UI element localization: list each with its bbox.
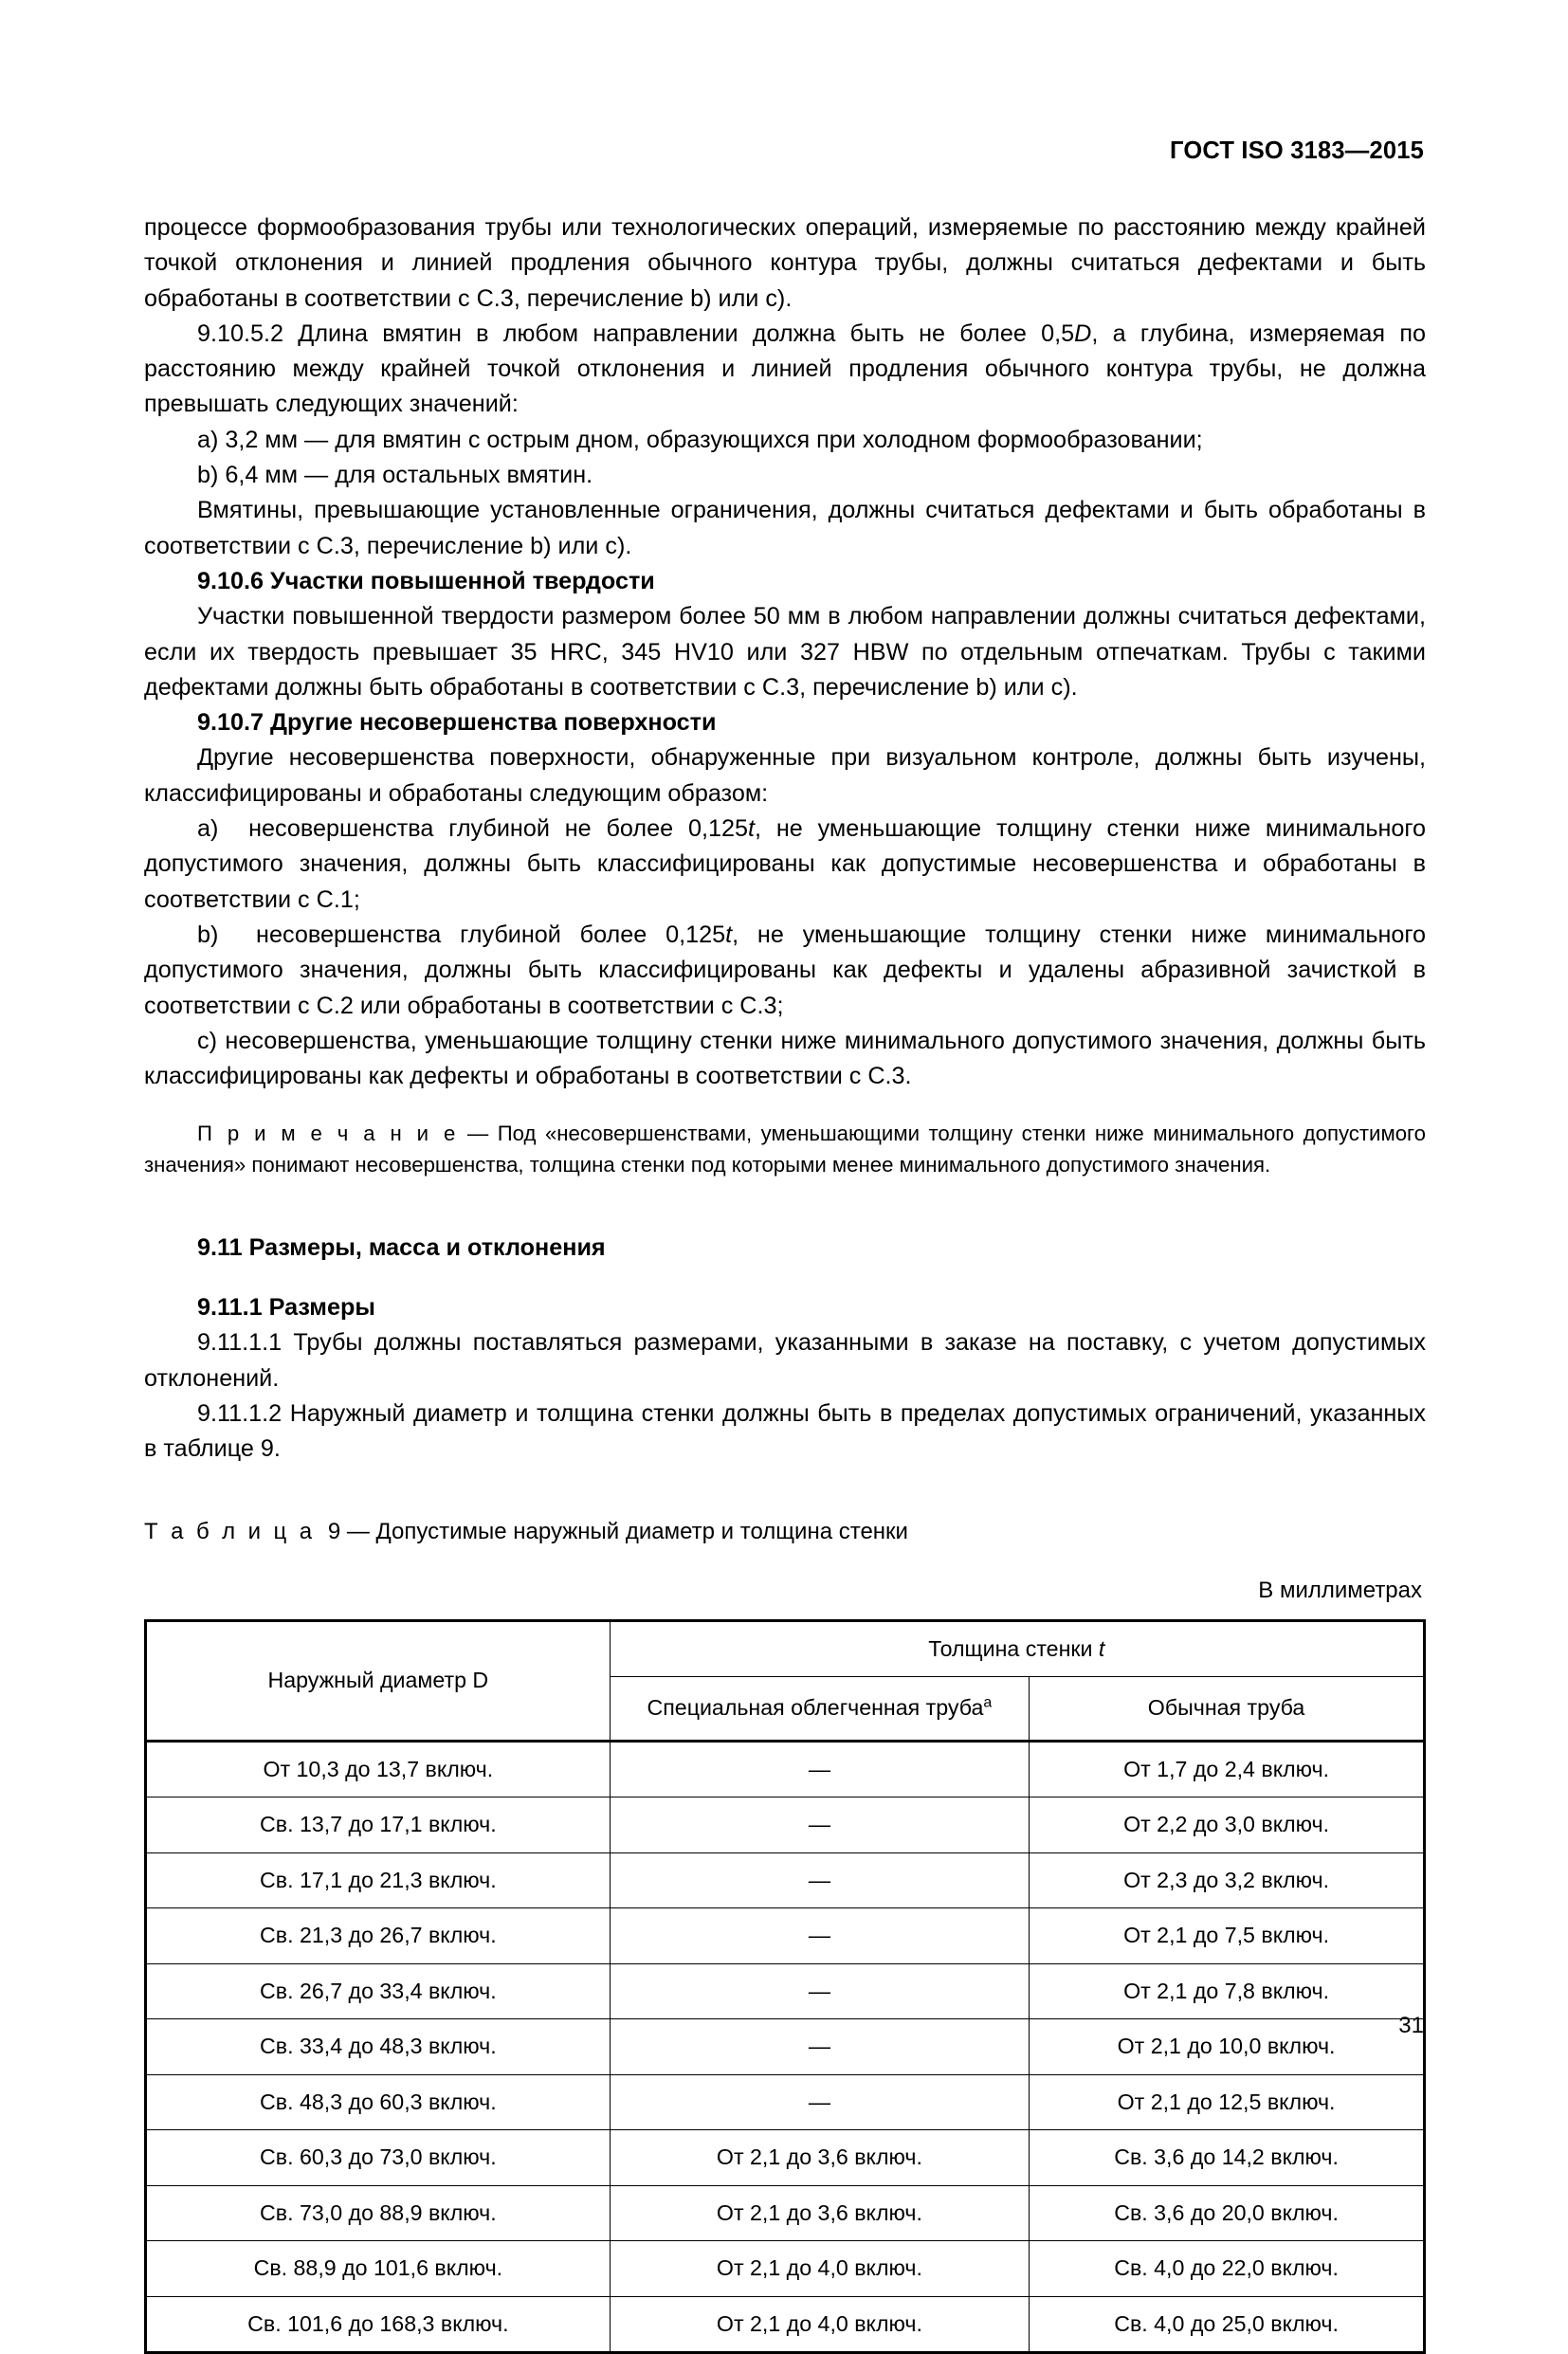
cell-regular-pipe: Св. 4,0 до 25,0 включ. bbox=[1030, 2296, 1425, 2353]
cell-special-light-pipe: От 2,1 до 3,6 включ. bbox=[610, 2130, 1029, 2186]
running-header-standard-ref: ГОСТ ISO 3183—2015 bbox=[1170, 137, 1424, 164]
cell-regular-pipe: Св. 4,0 до 22,0 включ. bbox=[1030, 2241, 1425, 2297]
cell-special-light-pipe: — bbox=[610, 1908, 1029, 1964]
cell-outer-diameter: Св. 21,3 до 26,7 включ. bbox=[146, 1908, 611, 1964]
cell-outer-diameter: Св. 101,6 до 168,3 включ. bbox=[146, 2296, 611, 2353]
clause-9-11-1-1: 9.11.1.1 Трубы должны поставляться размерами, указанными в заказе на поставку, с учетом допустимых отклонений. bbox=[144, 1329, 1426, 1392]
note-label: П р и м е ч а н и е bbox=[197, 1122, 459, 1146]
heading-9-11-1: 9.11.1 Размеры bbox=[197, 1293, 375, 1321]
heading-9-10-7: 9.10.7 Другие несовершенства поверхности bbox=[197, 709, 717, 737]
cell-special-light-pipe: — bbox=[610, 2074, 1029, 2130]
cell-outer-diameter: Св. 33,4 до 48,3 включ. bbox=[146, 2019, 611, 2075]
table-row bbox=[146, 2241, 1425, 2297]
table-body bbox=[146, 1741, 1425, 2353]
cell-regular-pipe: От 2,3 до 3,2 включ. bbox=[1030, 1852, 1425, 1908]
cell-outer-diameter: Св. 13,7 до 17,1 включ. bbox=[146, 1797, 611, 1853]
cell-regular-pipe: От 2,2 до 3,0 включ. bbox=[1030, 1797, 1425, 1853]
heading-9-11: 9.11 Размеры, масса и отклонения bbox=[197, 1233, 606, 1261]
paragraph-continued: процессе формообразования трубы или технологических операций, измеряемые по расстоянию между крайней точкой отклонения и линией продления обычного контура трубы, должны считаться дефектами и быть обработаны в соответствии с С.3, перечисление b) или c). bbox=[144, 214, 1426, 312]
page-number: 31 bbox=[1398, 2013, 1424, 2038]
cell-regular-pipe: От 1,7 до 2,4 включ. bbox=[1030, 1741, 1425, 1797]
list-item-a-9-10-7: a) несовершенства глубиной не более 0,125t, не уменьшающие толщину стенки ниже минимального допустимого значения, должны быть классифицированы как допустимые несовершенства и обработаны в соответствии с С.1; bbox=[144, 815, 1426, 913]
note-9-10-7 bbox=[144, 1119, 1426, 1180]
table-caption bbox=[144, 1516, 1426, 1548]
table-caption-label: Т а б л и ц а bbox=[144, 1519, 316, 1545]
cell-special-light-pipe: — bbox=[610, 1741, 1029, 1797]
body-text-column bbox=[144, 210, 1426, 2354]
clause-9-10-7-text: Другие несовершенства поверхности, обнаруженные при визуальном контроле, должны быть изучены, классифицированы и обработаны следующим образом: bbox=[144, 744, 1426, 807]
cell-special-light-pipe: От 2,1 до 4,0 включ. bbox=[610, 2241, 1029, 2297]
table-row bbox=[146, 1741, 1425, 1797]
cell-regular-pipe: От 2,1 до 7,5 включ. bbox=[1030, 1908, 1425, 1964]
list-item-b-9-10-7: b) несовершенства глубиной более 0,125t, не уменьшающие толщину стенки ниже минимального допустимого значения, должны быть классифицированы как дефекты и удалены абразивной зачисткой в соответствии с С.2 или обработаны в соответствии с С.3; bbox=[144, 921, 1426, 1019]
table-row bbox=[146, 2019, 1425, 2075]
cell-special-light-pipe: От 2,1 до 4,0 включ. bbox=[610, 2296, 1029, 2353]
table-row bbox=[146, 2185, 1425, 2241]
table-caption-title: — Допустимые наружный диаметр и толщина стенки bbox=[346, 1519, 908, 1545]
cell-special-light-pipe: От 2,1 до 3,6 включ. bbox=[610, 2185, 1029, 2241]
th-wall-thickness-group: Толщина стенки t bbox=[610, 1620, 1424, 1676]
table-row bbox=[146, 1797, 1425, 1853]
cell-special-light-pipe: — bbox=[610, 1797, 1029, 1853]
cell-outer-diameter: Св. 73,0 до 88,9 включ. bbox=[146, 2185, 611, 2241]
table-units-note: В миллиметрах bbox=[1258, 1578, 1422, 1604]
th-regular-pipe: Обычная труба bbox=[1030, 1676, 1425, 1741]
cell-outer-diameter: Св. 60,3 до 73,0 включ. bbox=[146, 2130, 611, 2186]
table-9-dimensions bbox=[144, 1619, 1426, 2354]
table-row bbox=[146, 1908, 1425, 1964]
cell-outer-diameter: Св. 26,7 до 33,4 включ. bbox=[146, 1963, 611, 2019]
table-row bbox=[146, 1852, 1425, 1908]
cell-outer-diameter: Св. 17,1 до 21,3 включ. bbox=[146, 1852, 611, 1908]
table-caption-number: 9 bbox=[327, 1519, 341, 1545]
clause-9-10-5-2: 9.10.5.2 Длина вмятин в любом направлении должна быть не более 0,5D, а глубина, измеряемая по расстоянию между крайней точкой отклонения и линией продления обычного контура трубы, не должна превышать следующих значений: bbox=[144, 319, 1426, 418]
table-row bbox=[146, 2074, 1425, 2130]
clause-9-10-6-text: Участки повышенной твердости размером более 50 мм в любом направлении должны считаться дефектами, если их твердость превышает 35 HRC, 345 HV10 или 327 HBW по отдельным отпечаткам. Трубы с такими дефектами должны быть обработаны в соответствии с С.3, перечисление b) или c). bbox=[144, 603, 1426, 701]
clause-9-11-1-2: 9.11.1.2 Наружный диаметр и толщина стенки должны быть в пределах допустимых ограничений, указанных в таблице 9. bbox=[144, 1399, 1426, 1463]
cell-regular-pipe: Св. 3,6 до 14,2 включ. bbox=[1030, 2130, 1425, 2186]
cell-regular-pipe: Св. 3,6 до 20,0 включ. bbox=[1030, 2185, 1425, 2241]
cell-regular-pipe: От 2,1 до 12,5 включ. bbox=[1030, 2074, 1425, 2130]
cell-regular-pipe: От 2,1 до 10,0 включ. bbox=[1030, 2019, 1425, 2075]
th-outer-diameter: Наружный диаметр D bbox=[146, 1620, 611, 1741]
cell-special-light-pipe: — bbox=[610, 1852, 1029, 1908]
th-special-light-pipe-label: Специальная облегченная труба bbox=[647, 1695, 984, 1721]
list-item-c-9-10-7: c) несовершенства, уменьшающие толщину стенки ниже минимального допустимого значения, должны быть классифицированы как дефекты и обработаны в соответствии с С.3. bbox=[144, 1027, 1426, 1090]
cell-special-light-pipe: — bbox=[610, 2019, 1029, 2075]
cell-special-light-pipe: — bbox=[610, 1963, 1029, 2019]
table-row bbox=[146, 2130, 1425, 2186]
note-body: — Под «несовершенствами, уменьшающими толщину стенки ниже минимального допустимого значения» понимают несовершенства, толщина стенки под которыми менее минимального допустимого значения. bbox=[144, 1122, 1426, 1177]
table-row bbox=[146, 2296, 1425, 2353]
cell-regular-pipe: От 2,1 до 7,8 включ. bbox=[1030, 1963, 1425, 2019]
cell-outer-diameter: От 10,3 до 13,7 включ. bbox=[146, 1741, 611, 1797]
cell-outer-diameter: Св. 48,3 до 60,3 включ. bbox=[146, 2074, 611, 2130]
th-special-light-pipe bbox=[610, 1676, 1029, 1741]
footnote-marker-a: a bbox=[983, 1694, 993, 1711]
table-row bbox=[146, 1963, 1425, 2019]
clause-9-10-5-2-closing: Вмятины, превышающие установленные ограничения, должны считаться дефектами и быть обработаны в соответствии с С.3, перечисление b) или c). bbox=[144, 497, 1426, 559]
heading-9-10-6: 9.10.6 Участки повышенной твердости bbox=[197, 567, 655, 594]
cell-outer-diameter: Св. 88,9 до 101,6 включ. bbox=[146, 2241, 611, 2297]
list-item-a-9-10-5-2: a) 3,2 мм — для вмятин с острым дном, образующихся при холодном формообразовании; bbox=[197, 426, 1203, 453]
table-head bbox=[146, 1620, 1425, 1741]
list-item-b-9-10-5-2: b) 6,4 мм — для остальных вмятин. bbox=[197, 462, 593, 489]
table-header-row-1 bbox=[146, 1620, 1425, 1676]
